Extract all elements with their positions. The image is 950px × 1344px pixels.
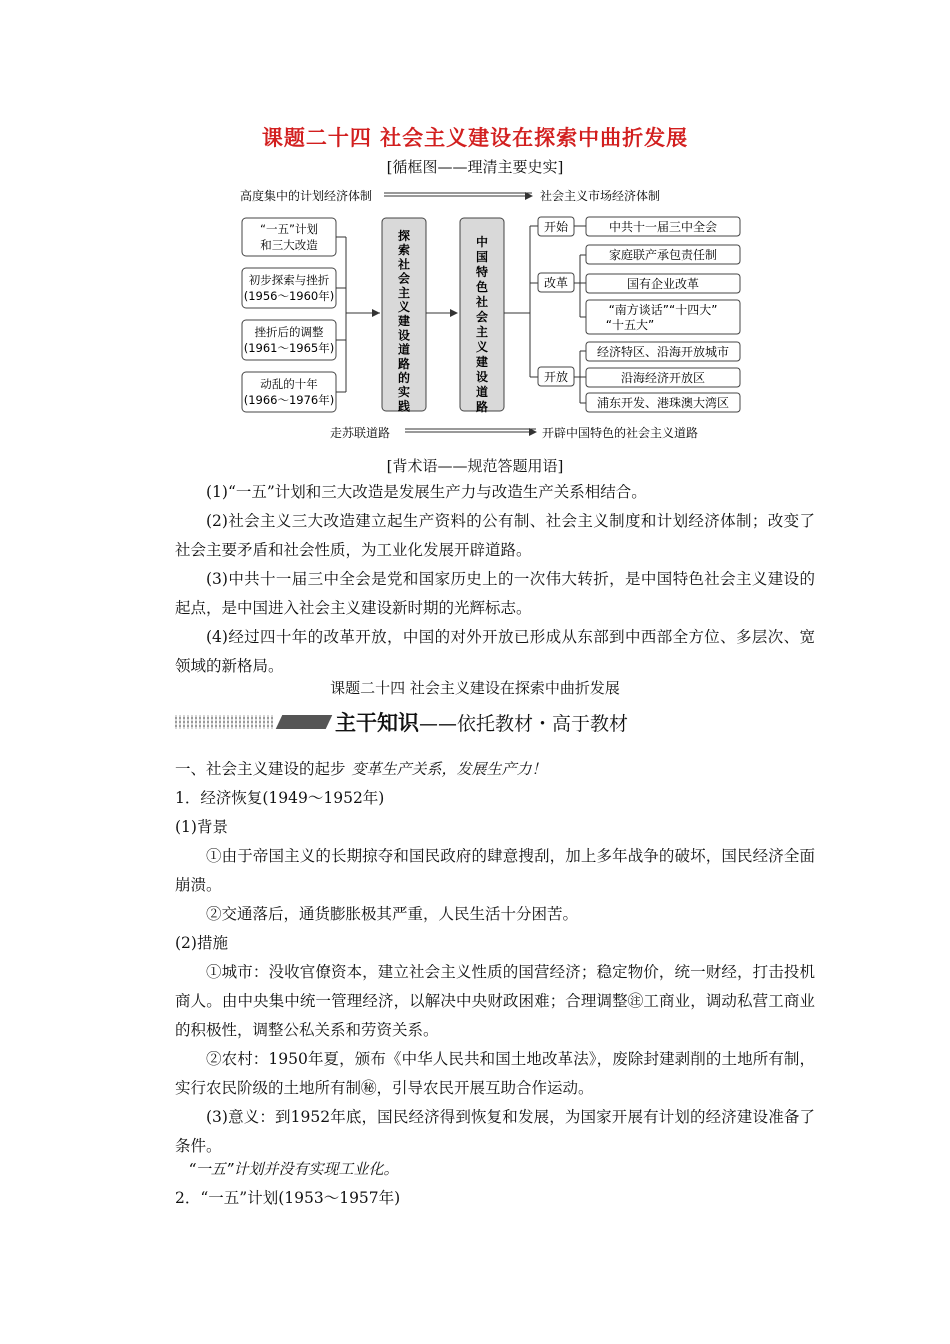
mid2-char: 色 <box>475 280 489 294</box>
background-label: (1)背景 <box>175 818 228 836</box>
mid1-char: 设 <box>397 328 411 343</box>
mid2-char: 建 <box>475 355 489 369</box>
mid2-char: 路 <box>475 400 489 414</box>
mid2-char: 义 <box>475 340 489 354</box>
background-2: ②交通落后，通货膨胀极其严重，人民生活十分困苦。 <box>206 905 579 923</box>
diagram-heading: [循框图——理清主要史实] <box>386 158 564 176</box>
open-item-2: 沿海经济开放区 <box>620 371 706 385</box>
bottom-right-label: 开辟中国特色的社会主义道路 <box>542 426 699 440</box>
mid1-char: 会 <box>397 271 411 286</box>
open-item-1: 经济特区、沿海开放城市 <box>596 345 730 359</box>
mid1-char: 主 <box>397 285 411 300</box>
section-banner <box>175 707 775 737</box>
reform-item-1: 家庭联产承包责任制 <box>608 248 718 262</box>
mid2-char: 社 <box>475 295 489 309</box>
mid2-char: 国 <box>475 250 489 264</box>
reform-item-4: “十五大” <box>605 318 655 332</box>
section-1-heading: 一、社会主义建设的起步 变革生产关系，发展生产力！ <box>175 760 547 778</box>
top-left-label: 高度集中的计划经济体制 <box>240 189 373 203</box>
item-2-heading: 2．“一五”计划(1953～1957年) <box>175 1189 401 1207</box>
category-start: 开始 <box>543 220 569 234</box>
left-box-3 <box>242 320 336 360</box>
mid1-char: 路 <box>397 356 411 371</box>
handwritten-note-2: “一五”计划并没有实现工业化。 <box>188 1160 399 1178</box>
recite-4: (4)经过四十年的改革开放，中国的对外开放已形成从东部到中西部全方位、多层次、宽领域的新格局。 <box>175 628 815 675</box>
left-box-2 <box>242 268 336 308</box>
recite-heading: [背术语——规范答题用语] <box>386 457 564 475</box>
mid2-char: 主 <box>475 325 489 339</box>
bottom-left-label: 走苏联道路 <box>330 426 391 440</box>
category-open: 开放 <box>543 370 569 384</box>
left-box-1 <box>242 218 336 256</box>
lesson-title: 课题二十四 社会主义建设在探索中曲折发展 <box>330 679 620 697</box>
mid1-char: 探 <box>397 229 411 243</box>
svg-text:(1961～1965年): (1961～1965年) <box>243 341 335 355</box>
history-flow-diagram <box>230 180 750 448</box>
top-right-label: 社会主义市场经济体制 <box>540 189 661 203</box>
mid2-char: 道 <box>475 385 489 399</box>
mid1-char: 践 <box>397 399 411 414</box>
mid2-char: 特 <box>475 265 489 279</box>
recite-2: (2)社会主义三大改造建立起生产资料的公有制、社会主义制度和计划经济体制；改变了社会主要矛盾和社会性质，为工业化发展开辟道路。 <box>175 512 815 559</box>
svg-text:“一五”计划: “一五”计划 <box>260 222 318 236</box>
svg-text:(1966～1976年): (1966～1976年) <box>243 393 335 407</box>
banner-slash <box>276 715 333 729</box>
start-item-1: 中共十一届三中全会 <box>608 220 718 234</box>
mid1-char: 索 <box>397 243 411 258</box>
mid1-char: 建 <box>397 314 411 329</box>
measure-village: ②农村：1950年夏，颁布《中华人民共和国土地改革法》，废除封建剥削的土地所有制，实行农民阶级的土地所有制㊙，引导农民开展互助合作运动。 <box>175 1050 815 1097</box>
mid2-char: 会 <box>475 310 489 324</box>
svg-text:(1956～1960年): (1956～1960年) <box>243 289 335 303</box>
measure-city: ①城市：没收官僚资本，建立社会主义性质的国营经济；稳定物价，统一财经，打击投机商人。由中央集中统一管理经济，以解决中央财政困难；合理调整㊟工商业，调动私营工商业的积极性，调整公私关系和劳资关系。 <box>175 963 815 1039</box>
svg-text:动乱的十年: 动乱的十年 <box>260 377 318 391</box>
recite-3: (3)中共十一届三中全会是党和国家历史上的一次伟大转折，是中国特色社会主义建设的起点，是中国进入社会主义建设新时期的光辉标志。 <box>175 570 815 617</box>
reform-item-2: 国有企业改革 <box>626 277 700 291</box>
meaning: (3)意义：到1952年底，国民经济得到恢复和发展，为国家开展有计划的经济建设准备了条件。 <box>175 1108 815 1155</box>
banner-text: 主干知识——依托教材・高于教材 <box>335 711 629 735</box>
mid2-char: 设 <box>475 370 489 384</box>
left-box-4 <box>242 372 336 412</box>
mid1-char: 的 <box>397 371 411 385</box>
svg-text:初步探索与挫折: 初步探索与挫折 <box>248 273 330 287</box>
handwritten-note-1: 变革生产关系，发展生产力！ <box>351 760 547 778</box>
mid1-char: 义 <box>397 300 411 314</box>
mid2-char: 中 <box>475 235 489 249</box>
open-item-3: 浦东开发、港珠澳大湾区 <box>596 396 730 410</box>
item-1-heading: 1．经济恢复(1949～1952年) <box>175 789 385 807</box>
reform-item-3: “南方谈话”“十四大” <box>608 303 718 317</box>
background-1: ①由于帝国主义的长期掠夺和国民政府的肆意搜刮，加上多年战争的破坏，国民经济全面崩溃。 <box>175 847 815 894</box>
practice-column-text <box>397 228 410 413</box>
page-title: 课题二十四 社会主义建设在探索中曲折发展 <box>261 126 689 150</box>
measures-label: (2)措施 <box>175 934 228 952</box>
svg-text:挫折后的调整: 挫折后的调整 <box>254 325 324 339</box>
mid1-char: 社 <box>397 257 411 272</box>
recite-1: (1)“一五”计划和三大改造是发展生产力与改造生产关系相结合。 <box>206 483 647 501</box>
svg-text:和三大改造: 和三大改造 <box>260 238 318 252</box>
banner-dots <box>175 715 275 729</box>
mid1-char: 道 <box>397 342 411 357</box>
mid1-char: 实 <box>397 385 411 400</box>
category-reform: 改革 <box>543 276 569 290</box>
